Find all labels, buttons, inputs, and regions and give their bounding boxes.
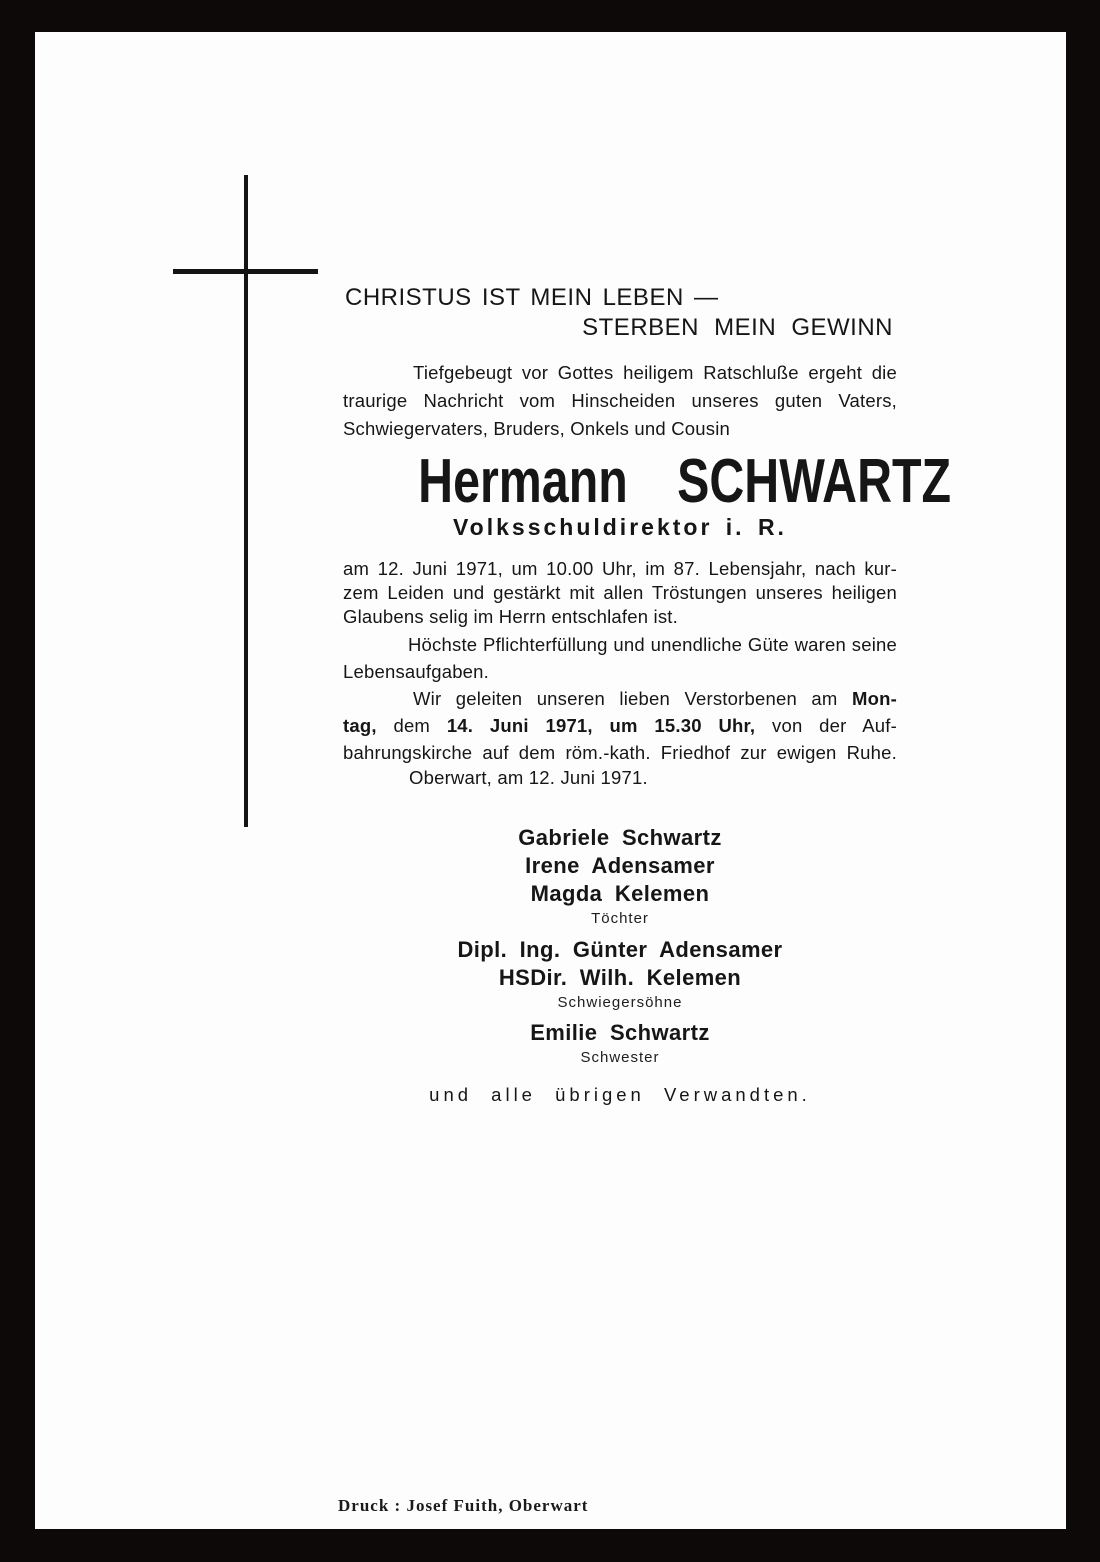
motto-block: [343, 283, 897, 343]
printer-imprint: Druck : Josef Fuith, Oberwart: [338, 1496, 589, 1515]
cross-icon-bar: [173, 269, 318, 274]
death-line-3: Glaubens selig im Herrn entschlafen ist.: [343, 606, 678, 627]
intro-line-2: traurige Nachricht vom Hinscheiden unseres guten Vaters,: [343, 390, 897, 411]
deceased-title: Volksschuldirektor i. R.: [453, 514, 787, 540]
funeral-line-2: tag, dem 14. Juni 1971, um 15.30 Uhr, von der Auf-: [343, 715, 897, 736]
mourner-son-in-law-2: HSDir. Wilh. Kelemen: [498, 965, 742, 990]
tribute-line-2: Lebensaufgaben.: [343, 661, 489, 682]
sister-label: Schwester: [580, 1049, 660, 1066]
funeral-paragraph: [343, 685, 897, 766]
death-line-2: zem Leiden und gestärkt mit allen Tröstungen unseres heiligen: [343, 582, 897, 603]
notice-page: [35, 32, 1066, 1529]
tribute-paragraph: [343, 631, 897, 685]
motto-line-2: STERBEN MEIN GEWINN: [582, 314, 893, 341]
intro-line-1: Tiefgebeugt vor Gottes heiligem Ratschluße ergeht die: [413, 362, 897, 383]
closing-line: und alle übrigen Verwandten.: [429, 1084, 811, 1105]
intro-line-3: Schwiegervaters, Bruders, Onkels und Cousin: [343, 418, 731, 439]
tribute-line-1: Höchste Pflichterfüllung und unendliche Güte waren seine: [408, 634, 897, 655]
funeral-line-1: Wir geleiten unseren lieben Verstorbenen am Mon-: [413, 688, 897, 709]
mourner-daughter-2: Irene Adensamer: [525, 853, 715, 878]
intro-paragraph: [343, 359, 897, 443]
motto-line-1: CHRISTUS IST MEIN LEBEN —: [345, 284, 719, 311]
daughters-label: Töchter: [591, 910, 649, 927]
mourner-sister: Emilie Schwartz: [530, 1020, 710, 1045]
mourner-daughter-3: Magda Kelemen: [530, 881, 710, 906]
death-paragraph: [343, 557, 897, 629]
sons-in-law-label: Schwiegersöhne: [557, 994, 683, 1011]
death-line-1: am 12. Juni 1971, um 10.00 Uhr, im 87. Lebensjahr, nach kur-: [343, 558, 897, 579]
deceased-name-text: Hermann SCHWARTZ: [418, 447, 952, 516]
funeral-line-3: bahrungskirche auf dem röm.-kath. Friedhof zur ewigen Ruhe.: [343, 742, 897, 763]
dateline: Oberwart, am 12. Juni 1971.: [409, 767, 648, 788]
mourner-son-in-law-1: Dipl. Ing. Günter Adensamer: [457, 937, 783, 962]
mourners-block: [343, 824, 897, 1108]
mourner-daughter-1: Gabriele Schwartz: [518, 825, 722, 850]
